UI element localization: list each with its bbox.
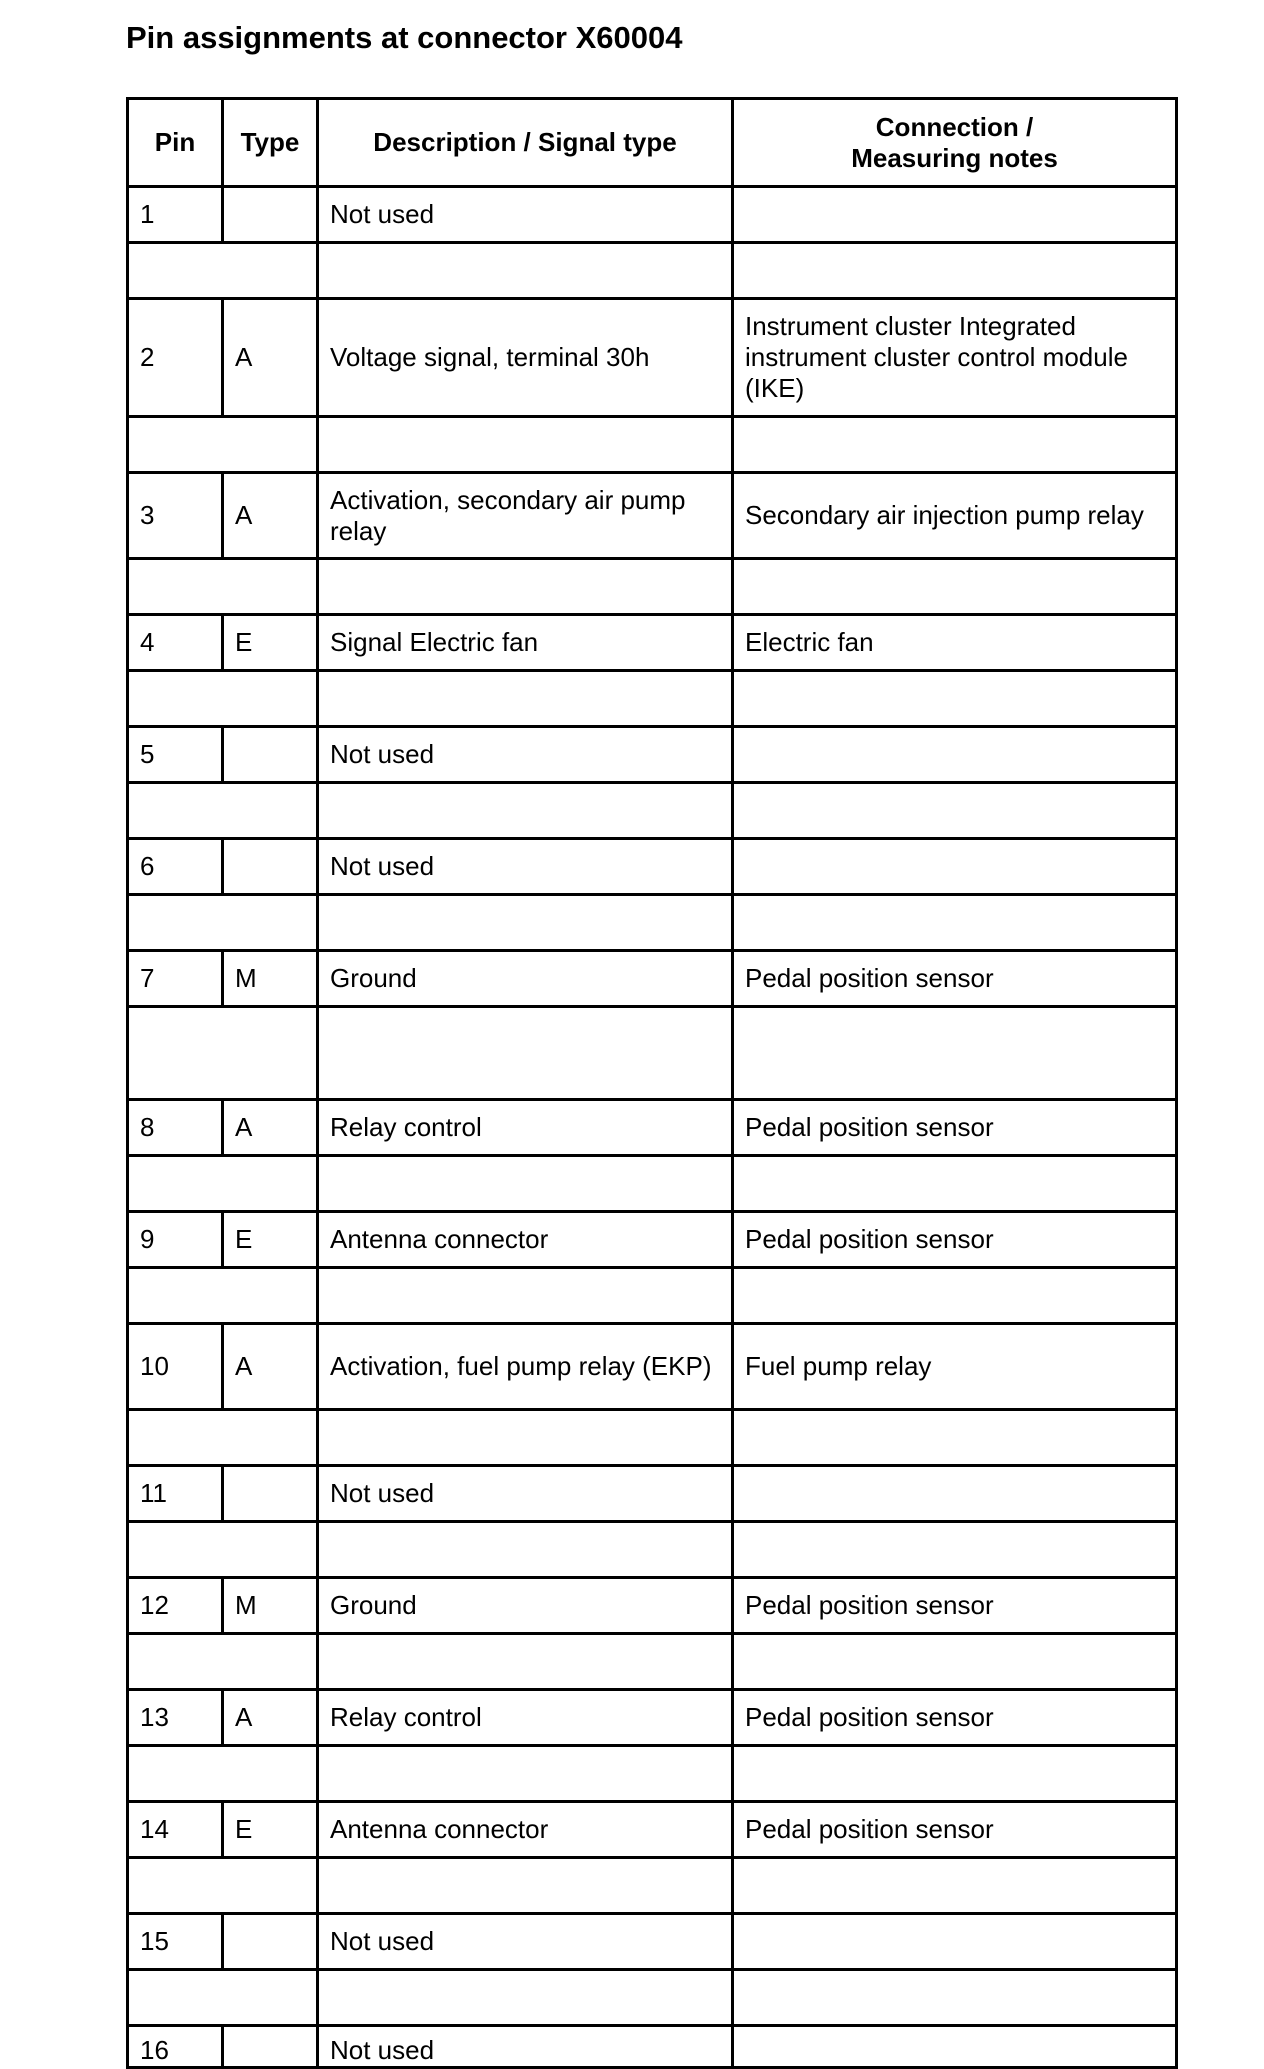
description-cell: Ground	[318, 951, 733, 1007]
header-connection	[733, 99, 1177, 187]
type-cell: M	[223, 1578, 318, 1634]
connection-cell	[733, 1466, 1177, 1522]
pin-cell: 10	[128, 1324, 223, 1410]
spacer-row	[128, 1522, 1177, 1578]
connection-cell: Pedal position sensor	[733, 1802, 1177, 1858]
table-row	[128, 615, 1177, 671]
pin-cell: 4	[128, 615, 223, 671]
pin-cell: 12	[128, 1578, 223, 1634]
connection-cell: Secondary air injection pump relay	[733, 473, 1177, 559]
table-header-row	[128, 99, 1177, 187]
connection-cell	[733, 187, 1177, 243]
description-cell: Not used	[318, 187, 733, 243]
header-pin: Pin	[128, 99, 223, 187]
table-row	[128, 1100, 1177, 1156]
table-row	[128, 1690, 1177, 1746]
connection-cell: Instrument cluster Integrated instrument cluster control module (IKE)	[733, 299, 1177, 417]
spacer-row	[128, 243, 1177, 299]
connection-cell: Fuel pump relay	[733, 1324, 1177, 1410]
table-row	[128, 299, 1177, 417]
spacer-row	[128, 1858, 1177, 1914]
connection-cell	[733, 727, 1177, 783]
table-row	[128, 1578, 1177, 1634]
type-cell	[223, 187, 318, 243]
description-cell: Not used	[318, 839, 733, 895]
header-connection-line2: Measuring notes	[851, 142, 1058, 173]
description-cell: Activation, fuel pump relay (EKP)	[318, 1324, 733, 1410]
connection-cell: Pedal position sensor	[733, 1690, 1177, 1746]
description-cell: Not used	[318, 1914, 733, 1970]
type-cell: A	[223, 1100, 318, 1156]
connection-cell: Pedal position sensor	[733, 1100, 1177, 1156]
pin-cell: 1	[128, 187, 223, 243]
pin-cell: 6	[128, 839, 223, 895]
table-row	[128, 951, 1177, 1007]
table-row	[128, 727, 1177, 783]
spacer-row	[128, 417, 1177, 473]
table-row	[128, 1802, 1177, 1858]
table-row	[128, 839, 1177, 895]
table-row	[128, 1212, 1177, 1268]
table-row	[128, 1324, 1177, 1410]
type-cell	[223, 1466, 318, 1522]
connection-cell	[733, 2026, 1177, 2068]
description-cell: Not used	[318, 2026, 733, 2068]
type-cell	[223, 727, 318, 783]
header-connection-line1: Connection /	[875, 111, 1034, 142]
type-cell: A	[223, 1690, 318, 1746]
header-description: Description / Signal type	[318, 99, 733, 187]
pin-cell: 8	[128, 1100, 223, 1156]
pin-cell: 9	[128, 1212, 223, 1268]
spacer-row	[128, 1156, 1177, 1212]
type-cell: A	[223, 473, 318, 559]
header-type: Type	[223, 99, 318, 187]
table-row	[128, 473, 1177, 559]
type-cell	[223, 839, 318, 895]
type-cell: E	[223, 1212, 318, 1268]
pin-cell: 7	[128, 951, 223, 1007]
table-row	[128, 1914, 1177, 1970]
pin-cell: 11	[128, 1466, 223, 1522]
pin-cell: 14	[128, 1802, 223, 1858]
spacer-row	[128, 671, 1177, 727]
table-row	[128, 187, 1177, 243]
pin-cell: 5	[128, 727, 223, 783]
pin-cell: 15	[128, 1914, 223, 1970]
connection-cell: Electric fan	[733, 615, 1177, 671]
pin-cell: 2	[128, 299, 223, 417]
spacer-row	[128, 559, 1177, 615]
description-cell: Ground	[318, 1578, 733, 1634]
type-cell: M	[223, 951, 318, 1007]
type-cell: E	[223, 1802, 318, 1858]
description-cell: Voltage signal, terminal 30h	[318, 299, 733, 417]
description-cell: Relay control	[318, 1690, 733, 1746]
description-cell: Relay control	[318, 1100, 733, 1156]
type-cell: A	[223, 1324, 318, 1410]
description-cell: Antenna connector	[318, 1802, 733, 1858]
spacer-row	[128, 1410, 1177, 1466]
description-cell: Activation, secondary air pump relay	[318, 473, 733, 559]
spacer-row	[128, 1746, 1177, 1802]
connection-cell: Pedal position sensor	[733, 1212, 1177, 1268]
type-cell	[223, 1914, 318, 1970]
pin-assignment-table	[126, 97, 1178, 2069]
description-cell: Not used	[318, 727, 733, 783]
table-row	[128, 1466, 1177, 1522]
connection-cell: Pedal position sensor	[733, 1578, 1177, 1634]
spacer-row	[128, 1007, 1177, 1100]
connection-cell	[733, 839, 1177, 895]
spacer-row	[128, 1970, 1177, 2026]
type-cell: E	[223, 615, 318, 671]
connection-cell	[733, 1914, 1177, 1970]
description-cell: Not used	[318, 1466, 733, 1522]
pin-cell: 3	[128, 473, 223, 559]
type-cell	[223, 2026, 318, 2068]
spacer-row	[128, 895, 1177, 951]
description-cell: Antenna connector	[318, 1212, 733, 1268]
spacer-row	[128, 1634, 1177, 1690]
description-cell: Signal Electric fan	[318, 615, 733, 671]
connection-cell: Pedal position sensor	[733, 951, 1177, 1007]
table-row	[128, 2026, 1177, 2068]
type-cell: A	[223, 299, 318, 417]
spacer-row	[128, 783, 1177, 839]
page-title: Pin assignments at connector X60004	[126, 20, 683, 55]
pin-cell: 16	[128, 2026, 223, 2068]
pin-cell: 13	[128, 1690, 223, 1746]
spacer-row	[128, 1268, 1177, 1324]
